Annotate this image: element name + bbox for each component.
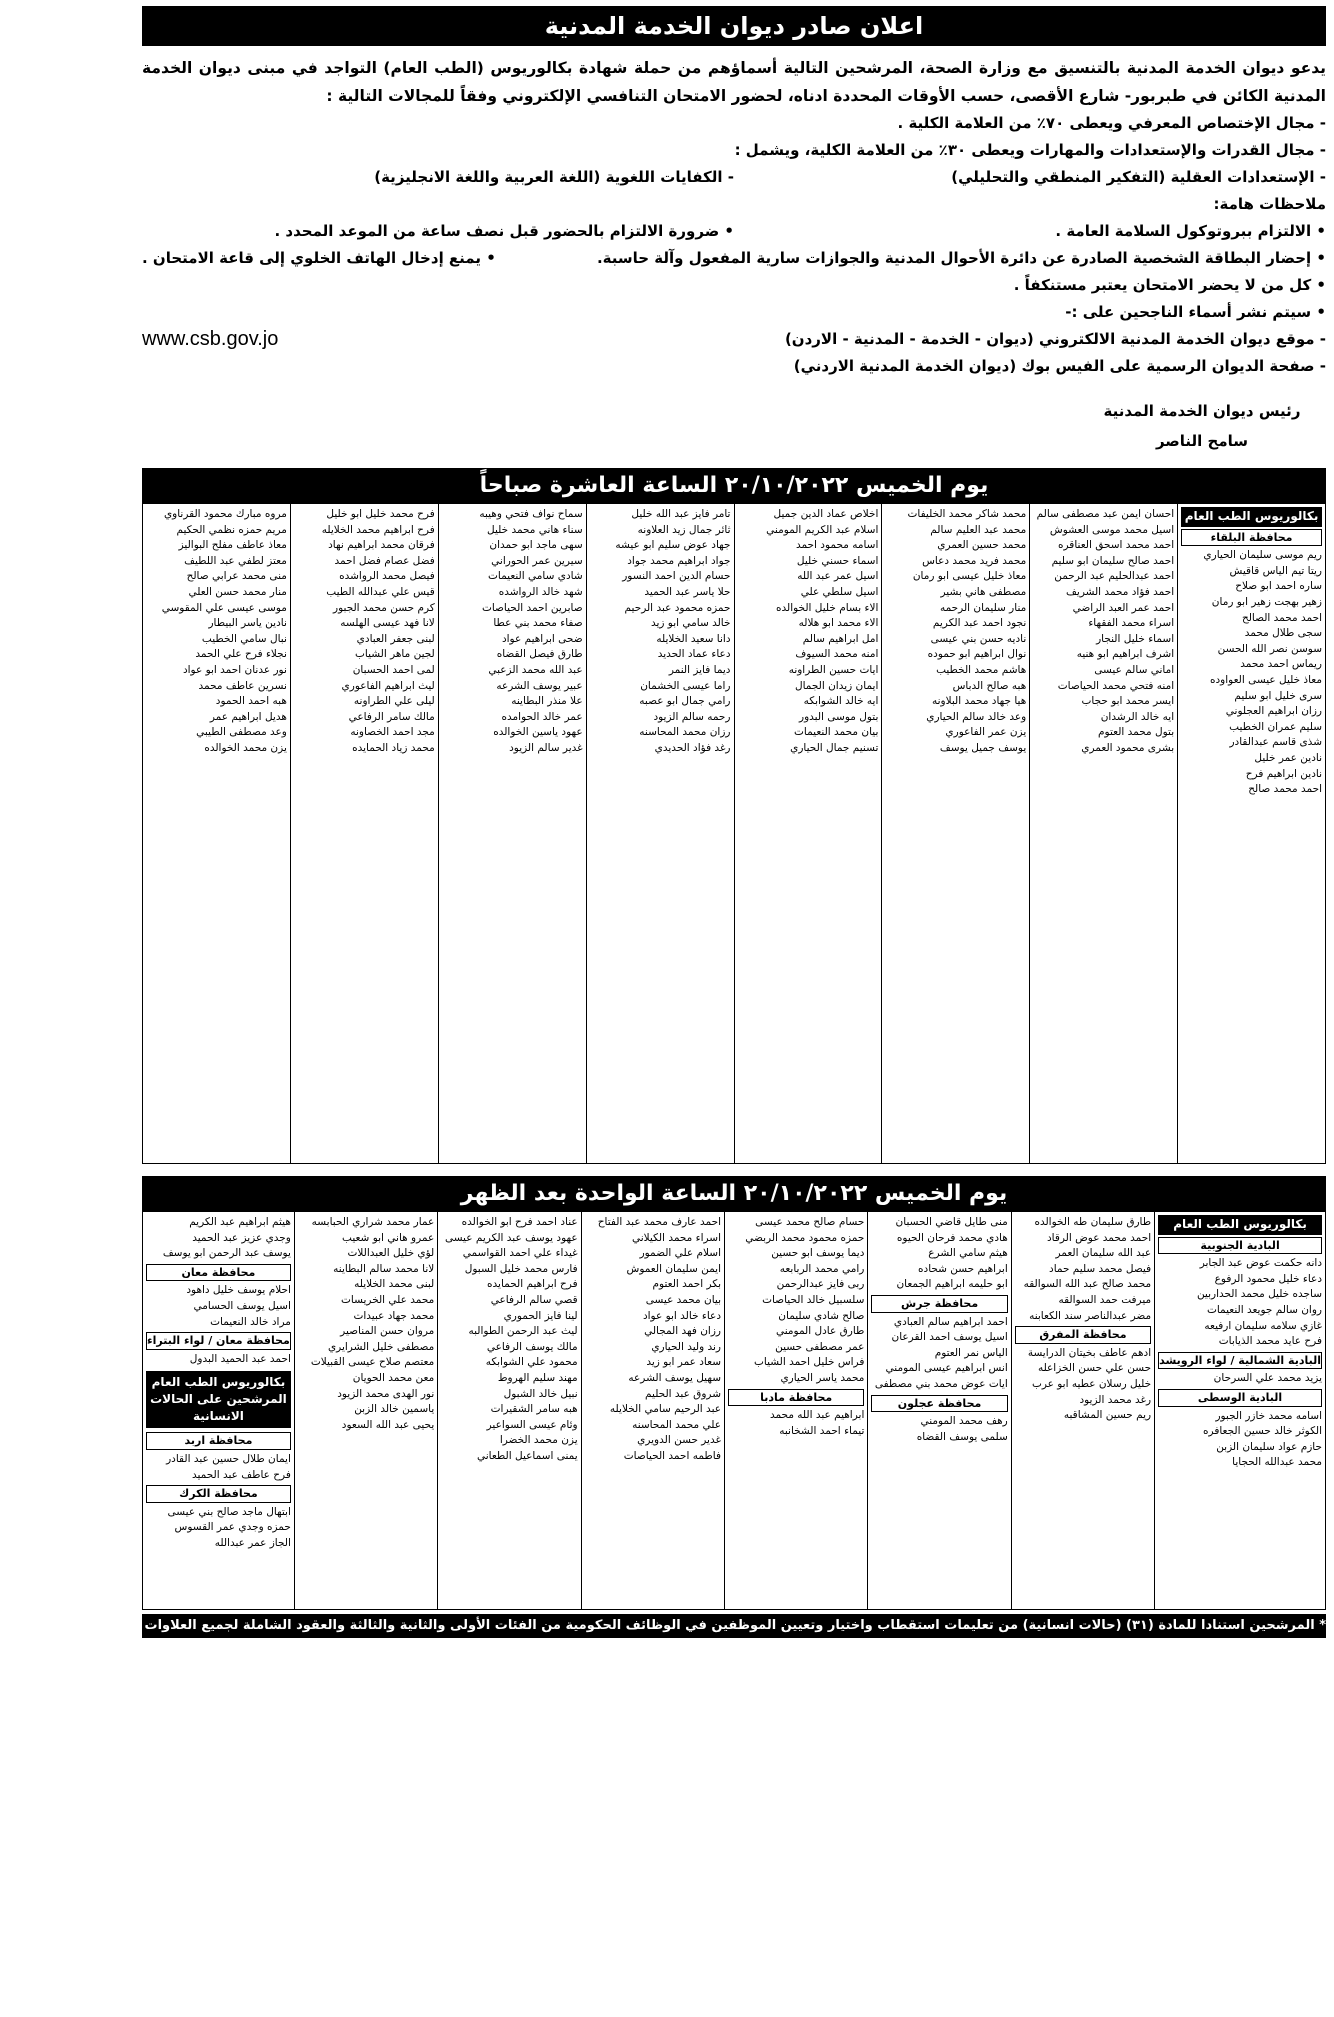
- candidate-name: فضل عصام فضل احمد: [334, 554, 435, 567]
- candidate-name: اسيل عمر عبد الله: [797, 570, 879, 583]
- candidate-name: هاشم محمد الخطيب: [936, 663, 1027, 676]
- candidate-name: مراد خالد النعيمات: [210, 1315, 291, 1328]
- candidate-name: سهيل يوسف الشرعه: [628, 1371, 721, 1384]
- candidate-name: لبنى جعفر العبادي: [356, 632, 435, 645]
- names-column: [881, 504, 1029, 1163]
- candidate-name: رامي جمال ابو عصبه: [639, 695, 731, 708]
- candidate-name: احمد عمر العبد الراضي: [1072, 601, 1175, 614]
- candidate-name: الجاز عمر عبدالله: [214, 1536, 291, 1549]
- candidate-name: حمزه وجدي عمر القسوس: [174, 1521, 291, 1534]
- candidate-name: معاذ عاطف مفلح البواليز: [178, 539, 287, 552]
- candidate-name: فرح عاطف عبد الحميد: [191, 1468, 291, 1481]
- candidate-name: اسيل يوسف احمد القرعان: [891, 1331, 1008, 1344]
- candidate-name: سماح نواف فتحي وهيبه: [479, 508, 583, 520]
- candidate-name: روان سالم جويعد النعيمات: [1206, 1303, 1322, 1316]
- candidate-name: اسماء حسني خليل: [796, 554, 879, 567]
- candidate-name: حسن علي حسن الخزاعله: [1037, 1362, 1152, 1375]
- candidate-name: اسامه محمد خازر الجبور: [1215, 1409, 1322, 1422]
- governorate-heading: البادية الجنوبية: [1158, 1237, 1322, 1255]
- candidate-name: يزيد محمد علي السرحان: [1213, 1372, 1322, 1385]
- candidate-name: ايمان زيدان الجمال: [794, 679, 879, 692]
- candidate-name: ليث ابراهيم الفاعوري: [341, 679, 435, 692]
- candidate-name: ايات حسين الطراونه: [788, 663, 879, 676]
- candidate-name: محمد فريد محمد دعاس: [922, 554, 1027, 567]
- candidate-name: لانا محمد سالم البطاينه: [333, 1262, 435, 1275]
- candidate-name: فارس محمد خليل السبول: [464, 1262, 578, 1275]
- candidate-name: معتز لطفي عبد اللطيف: [184, 554, 287, 567]
- candidate-name: لؤي خليل العبداللات: [347, 1247, 435, 1260]
- candidate-name: محمود علي الشوابكه: [485, 1356, 578, 1369]
- candidate-name: ابراهيم عبد الله محمد: [769, 1409, 865, 1422]
- candidate-name: وعد خالد سالم الحياري: [926, 710, 1027, 723]
- candidate-name: احمد عارف محمد عبد الفتاح: [597, 1216, 721, 1228]
- candidate-name: رغد محمد الزيود: [1079, 1393, 1152, 1406]
- candidate-name: احمد عبد الحميد البدول: [189, 1352, 291, 1365]
- candidate-name: قصي سالم الرفاعي: [490, 1293, 578, 1306]
- candidate-name: عناد احمد فرح ابو الخوالده: [461, 1216, 578, 1228]
- candidate-name: يزن عمر الفاعوري: [945, 726, 1027, 739]
- candidate-name: احسان ايمن عبد مصطفى سالم: [1036, 508, 1175, 520]
- candidate-name: مصطفى هاني بشير: [940, 585, 1027, 598]
- candidate-name: اسماء خليل النجار: [1096, 632, 1175, 645]
- candidate-name: دعاء خليل محمود الرفوع: [1214, 1272, 1322, 1285]
- candidate-name: محمد حسين العمري: [937, 539, 1027, 552]
- candidate-name: فرح ابراهيم محمد الخلايله: [321, 523, 435, 536]
- candidate-name: محمد صالح عبد الله السوالقه: [1023, 1278, 1152, 1291]
- candidate-name: وعد مصطفى الطيبي: [196, 726, 287, 739]
- candidate-name: يوسف جميل يوسف: [939, 741, 1027, 754]
- candidate-name: هبه صالح الدباس: [952, 679, 1027, 692]
- candidate-name: هبه احمد الحمود: [215, 695, 287, 708]
- candidate-name: شذى قاسم عبدالقادر: [1229, 736, 1322, 749]
- governorate-heading: محافظة مادبا: [728, 1389, 864, 1407]
- candidate-name: نبيل خالد الشبول: [503, 1387, 578, 1400]
- candidate-name: فرح عايد محمد الذيابات: [1218, 1335, 1322, 1348]
- footer-note: * المرشحين استنادا للمادة (٣١) (حالات انسانية) من تعليمات استقطاب واختيار وتعيين الموظفين في الوظائف الحكومية من الفئات الأولى والثانية والثالثة والعقود الشاملة لجميع العلاوات للسنوات (٢٠٢٢-٢٠٢٧): [142, 1614, 1326, 1638]
- candidate-name: هيا جهاد محمد البلاونه: [931, 695, 1027, 708]
- candidate-name: اسيل سلطي علي: [800, 585, 879, 598]
- candidate-name: جهاد عوض سليم ابو عيشه: [615, 539, 731, 552]
- candidate-name: حمزه محمود عبد الرحيم: [624, 601, 731, 614]
- candidate-name: محمد شاكر محمد الخليفات: [907, 508, 1027, 520]
- category-heading: بكالوريوس الطب العام: [1158, 1215, 1322, 1235]
- candidate-name: لمى احمد الحسبان: [352, 663, 435, 676]
- signature-block: [1086, 396, 1326, 456]
- candidate-name: معاذ خليل عيسى ابو رمان: [912, 570, 1027, 583]
- candidate-name: ريماس احمد محمد: [1240, 658, 1322, 671]
- candidate-name: نادين عمر خليل: [1254, 751, 1322, 764]
- candidate-name: الاء محمد ابو هلاله: [798, 617, 879, 630]
- candidate-name: مريم حمزه نظمي الحكيم: [176, 523, 287, 536]
- governorate-heading: محافظة البلقاء: [1181, 529, 1322, 547]
- candidate-name: نوال ابراهيم ابو حموده: [927, 648, 1027, 661]
- candidate-name: عبد الله سليمان العمر: [1055, 1247, 1152, 1260]
- names-column: [290, 504, 438, 1163]
- notice-title: اعلان صادر ديوان الخدمة المدنية: [142, 6, 1326, 46]
- notes-row-1: [142, 218, 1326, 245]
- note-id-card: • إحضار البطاقة الشخصية الصادرة عن دائرة الأحوال المدنية والجوازات سارية المفعول وآلة حاسبة.: [596, 249, 1326, 267]
- governorate-heading: البادية الشمالية / لواء الرويشد: [1158, 1352, 1322, 1370]
- candidate-name: قيس علي عبدالله الطيب: [326, 585, 435, 598]
- candidate-name: يمنى اسماعيل الطعاني: [476, 1449, 578, 1462]
- candidate-name: سعاد عمر ابو زيد: [646, 1356, 721, 1369]
- candidate-name: تيماء احمد الشخانبه: [779, 1424, 865, 1437]
- candidate-name: صفاء محمد بني عطا: [493, 617, 583, 630]
- candidate-name: فاطمه احمد الحياصات: [623, 1449, 721, 1462]
- candidate-name: ديما يوسف ابو حسين: [771, 1247, 865, 1260]
- candidate-name: محمد عبدالله الحجايا: [1232, 1456, 1322, 1469]
- candidate-name: اسلام علي الضمور: [639, 1247, 721, 1260]
- governorate-heading: محافظة عجلون: [871, 1395, 1007, 1413]
- candidate-name: امنه فتحي محمد الحياصات: [1057, 679, 1175, 692]
- candidate-name: شروق عبد الحليم: [645, 1387, 721, 1400]
- session-morning-heading: يوم الخميس ٢٠/١٠/٢٠٢٢ الساعة العاشرة صباحاً: [142, 468, 1326, 504]
- names-column: [586, 504, 734, 1163]
- candidate-name: معاذ خليل عيسى العواوده: [1210, 673, 1322, 686]
- candidate-name: نسرين عاطف محمد: [198, 679, 287, 692]
- candidate-name: رند وليد الحياري: [651, 1340, 721, 1353]
- category-heading: بكالوريوس الطب العام: [1181, 507, 1322, 527]
- candidate-name: منى محمد عرابي صالح: [186, 570, 287, 583]
- candidate-name: يحيى عبد الله السعود: [341, 1418, 435, 1431]
- candidate-name: احمد محمد عوض الرقاد: [1046, 1231, 1152, 1244]
- note-results: • سيتم نشر أسماء الناجحين على :-: [1065, 303, 1326, 321]
- governorate-heading: البادية الوسطى: [1158, 1389, 1322, 1407]
- candidate-name: ناديه حسن بني عيسى: [930, 632, 1027, 645]
- candidate-name: مصطفى خليل الشرايري: [327, 1340, 435, 1353]
- candidate-name: لينا فايز الحموري: [503, 1309, 578, 1322]
- candidate-name: اسامه محمود احمد: [795, 539, 879, 552]
- candidate-name: عبد الرحيم سامي الخلايله: [609, 1403, 721, 1416]
- candidate-name: تامر فايز عبد الله خليل: [631, 508, 731, 520]
- candidate-name: طارق سليمان طه الخوالده: [1034, 1216, 1152, 1228]
- session-morning-names-grid: [142, 504, 1326, 1164]
- note-website-row: [142, 326, 1326, 353]
- candidate-name: اسيل يوسف الحسامي: [193, 1299, 291, 1312]
- candidate-name: بيان محمد النعيمات: [794, 726, 879, 739]
- candidate-name: ريتا تيم الياس قاقيش: [1229, 564, 1322, 577]
- candidate-name: بشرى محمود العمري: [1081, 741, 1175, 754]
- candidate-name: زهير بهجت زهير ابو رمان: [1211, 595, 1322, 608]
- note-phone: • يمنع إدخال الهاتف الخلوي إلى قاعة الامتحان .: [142, 249, 496, 267]
- candidate-name: لانا فهد عيسى الهلسه: [340, 617, 435, 630]
- candidate-name: معتصم صلاح عيسى القبيلات: [310, 1356, 435, 1369]
- governorate-heading: محافظة المفرق: [1015, 1326, 1151, 1344]
- candidate-name: طارق فيصل القضاه: [496, 648, 583, 661]
- candidate-name: محمد زياد الحمايده: [352, 741, 435, 754]
- candidate-name: رهف محمد المومني: [920, 1415, 1008, 1428]
- candidate-name: منار محمد حسن العلي: [188, 585, 287, 598]
- note-absence: • كل من لا يحضر الامتحان يعتبر مستنكفاً .: [1013, 276, 1326, 294]
- names-column: [437, 1212, 580, 1609]
- candidate-name: امل ابراهيم سالم: [802, 632, 879, 645]
- notes-heading: ملاحظات هامة:: [1213, 195, 1326, 213]
- names-column: [724, 1212, 867, 1609]
- candidate-name: حازم عواد سليمان الزبن: [1216, 1440, 1322, 1453]
- candidate-name: علي محمد المحاسنه: [632, 1418, 721, 1431]
- candidate-name: اسلام عبد الكريم المومني: [766, 523, 879, 536]
- humanitarian-heading: بكالوريوس الطب العام المرشحين على الحالات الانسانية: [146, 1371, 291, 1428]
- candidate-name: صالح شادي سليمان: [778, 1309, 865, 1322]
- names-column: [1011, 1212, 1154, 1609]
- candidate-name: ادهم عاطف بخيتان الدرايسة: [1027, 1346, 1152, 1359]
- candidate-name: ثائر جمال زيد العلاونه: [637, 523, 731, 536]
- candidate-name: ابو حليمه ابراهيم الجمعان: [896, 1278, 1008, 1291]
- candidate-name: رزان محمد المحاسنه: [639, 726, 731, 739]
- candidate-name: لبنى محمد الخلايله: [354, 1278, 435, 1291]
- names-column: [1177, 504, 1325, 1163]
- candidate-name: عبير يوسف الشرعه: [496, 679, 583, 692]
- candidate-name: اشرف ابراهيم ابو هنيه: [1076, 648, 1175, 661]
- candidate-name: ريم موسى سليمان الحياري: [1203, 549, 1322, 562]
- signature-role: رئيس ديوان الخدمة المدنية: [1103, 402, 1301, 420]
- candidate-name: سلمى يوسف القضاه: [916, 1430, 1008, 1443]
- candidate-name: احمد ابراهيم سالم العبادي: [893, 1315, 1008, 1328]
- candidate-name: اسيل محمد موسى العشوش: [1049, 523, 1175, 536]
- candidate-name: نور عدنان احمد ابو عواد: [182, 663, 287, 676]
- field-aptitudes: - مجال القدرات والإستعدادات والمهارات ويعطى ٣٠٪ من العلامة الكلية، ويشمل :: [734, 141, 1326, 159]
- candidate-name: عهود يوسف عبد الكريم عيسى: [444, 1231, 578, 1244]
- candidate-name: هادي محمد فرحان الحيوه: [896, 1231, 1008, 1244]
- candidate-name: طارق عادل المومني: [776, 1325, 865, 1338]
- candidate-name: سليم عمران الخطيب: [1229, 720, 1322, 733]
- candidate-name: هيثم سامي الشرع: [928, 1247, 1008, 1260]
- candidate-name: فيصل محمد الرواشده: [339, 570, 435, 583]
- candidate-name: ايه خالد الشوابكه: [803, 695, 879, 708]
- candidate-name: بكر احمد العتوم: [652, 1278, 721, 1291]
- candidate-name: عهود ياسين الخوالده: [493, 726, 583, 739]
- candidate-name: ايات عوض محمد بني مصطفى: [874, 1377, 1008, 1390]
- candidate-name: فراس خليل احمد الشياب: [754, 1356, 865, 1369]
- candidate-name: بيان محمد عيسى: [645, 1293, 721, 1306]
- candidate-name: ايه خالد الرشدان: [1100, 710, 1175, 723]
- candidate-name: ايمن سليمان العموش: [626, 1262, 721, 1275]
- session-afternoon: [142, 1176, 1326, 1610]
- candidate-name: امنه محمد السيوف: [795, 648, 879, 661]
- candidate-name: محمد جهاد عبيدات: [353, 1309, 435, 1322]
- candidate-name: منى طايل قاضي الحسبان: [895, 1216, 1008, 1228]
- candidate-name: سجى طلال محمد: [1244, 627, 1322, 640]
- candidate-name: احمد عبدالحليم عبد الرحمن: [1054, 570, 1175, 583]
- candidate-name: سهى ماجد ابو حمدان: [489, 539, 583, 552]
- candidate-name: عمرو هاني ابو شعيب: [342, 1231, 435, 1244]
- candidate-name: رزان ابراهيم العجلوني: [1225, 705, 1322, 718]
- field-mental: - الإستعدادات العقلية (التفكير المنطقي والتحليلي): [951, 168, 1326, 186]
- candidate-name: هبه سامر الشقيرات: [490, 1403, 578, 1416]
- candidate-name: الاء بسام خليل الخوالده: [775, 601, 879, 614]
- candidate-name: نادين ياسر البيطار: [208, 617, 287, 630]
- candidate-name: بتول موسى البدور: [799, 710, 879, 723]
- candidate-name: رامي محمد الربابعه: [779, 1262, 865, 1275]
- candidate-name: سيرين عمر الحوراني: [491, 554, 583, 567]
- candidate-name: ميرفت حمد السوالقه: [1058, 1293, 1152, 1306]
- session-afternoon-heading: يوم الخميس ٢٠/١٠/٢٠٢٢ الساعة الواحدة بعد الظهر: [142, 1176, 1326, 1212]
- candidate-name: احمد فؤاد محمد الشريف: [1066, 585, 1175, 598]
- candidate-name: خالد سامي ابو زيد: [650, 617, 731, 630]
- candidate-name: حسام الدين احمد النسور: [622, 570, 731, 583]
- candidate-name: محمد علي الخريسات: [341, 1293, 435, 1306]
- governorate-heading: محافظة جرش: [871, 1295, 1007, 1313]
- candidate-name: نبال سامي الخطيب: [201, 632, 287, 645]
- candidate-name: عمر خالد الحوامده: [501, 710, 583, 723]
- exam-fields: [142, 110, 1326, 380]
- candidate-name: ابتهال ماجد صالح بني عيسى: [167, 1505, 291, 1518]
- candidate-name: غازي سلامه سليمان ارفيعه: [1204, 1319, 1322, 1332]
- candidate-name: اماني سالم عيسى: [1094, 663, 1175, 676]
- candidate-name: رغد فؤاد الحديدي: [654, 741, 731, 754]
- names-column: [1029, 504, 1177, 1163]
- names-column: [734, 504, 882, 1163]
- candidate-name: سلسبيل خالد الحياصات: [762, 1293, 865, 1306]
- candidate-name: شادي سامي النعيمات: [488, 570, 583, 583]
- candidate-name: كرم حسن محمد الجبور: [333, 601, 435, 614]
- candidate-name: يزن محمد الخوالده: [204, 741, 287, 754]
- candidate-name: محمد ياسر الحياري: [780, 1371, 865, 1384]
- note-arrival: • ضرورة الالتزام بالحضور قبل نصف ساعة من الموعد المحدد .: [274, 222, 734, 240]
- candidate-name: حلا ياسر عبد الحميد: [644, 585, 731, 598]
- candidate-name: رحمه سالم الزيود: [653, 710, 731, 723]
- candidate-name: ياسمين خالد الزبن: [354, 1403, 435, 1416]
- candidate-name: احمد صالح سليمان ابو سليم: [1051, 554, 1175, 567]
- candidate-name: غيداء علي احمد القواسمي: [462, 1247, 578, 1260]
- candidate-name: اسراء محمد الكيلاني: [631, 1231, 721, 1244]
- session-afternoon-names-grid: [142, 1212, 1326, 1610]
- candidate-name: نجود احمد عبد الكريم: [932, 617, 1027, 630]
- candidate-name: وجدي عزيز عبد الحميد: [192, 1231, 291, 1244]
- candidate-name: موسى عيسى علي المقوسي: [161, 601, 287, 614]
- candidate-name: سناء هاني محمد خليل: [487, 523, 583, 536]
- candidate-name: الكوثر خالد حسين الجعافره: [1203, 1425, 1322, 1438]
- note-facebook: - صفحة الديوان الرسمية على الفيس بوك (ديوان الخدمة المدنية الاردني): [793, 357, 1326, 375]
- candidate-name: هيثم ابراهيم عبد الكريم: [189, 1216, 291, 1228]
- notice-intro: يدعو ديوان الخدمة المدنية بالتنسيق مع وزارة الصحة، المرشحين التالية أسماؤهم من حملة شهادة بكالوريوس (الطب العام) التواجد في مبنى ديوان الخدمة المدنية الكائن في طبربور- شارع الأقصى، حسب الأوقات المحددة ادناه، لحضور الامتحان التنافسي الإلكتروني وفقاً للمجالات التالية :: [142, 59, 1326, 105]
- candidate-name: منار سليمان الرحمه: [939, 601, 1027, 614]
- signature-name: سامح الناصر: [1155, 432, 1249, 450]
- candidate-name: غدير سالم الزيود: [509, 741, 583, 754]
- candidate-name: بتول محمد العتوم: [1098, 726, 1175, 739]
- candidate-name: ابراهيم حسن شحاده: [918, 1262, 1008, 1275]
- candidate-name: مالك سامر الرفاعي: [348, 710, 435, 723]
- candidate-name: معن محمد الحويان: [352, 1371, 435, 1384]
- candidate-name: مالك يوسف الرفاعي: [486, 1340, 578, 1353]
- names-column: [143, 504, 290, 1163]
- candidate-name: مجد احمد الخصاونه: [350, 726, 435, 739]
- candidate-name: ديما فايز النمر: [668, 663, 731, 676]
- candidate-name: ساره احمد ابو صلاح: [1235, 580, 1322, 593]
- candidate-name: عبد الله محمد الزعبي: [488, 663, 583, 676]
- names-column: [438, 504, 586, 1163]
- candidate-name: عمار محمد شراري الحبابسه: [311, 1216, 435, 1228]
- candidate-name: تسنيم جمال الحياري: [790, 741, 879, 754]
- names-column: [581, 1212, 724, 1609]
- field-language: - الكفايات اللغوية (اللغة العربية واللغة الانجليزية): [374, 168, 734, 186]
- candidate-name: حسام صالح محمد عيسى: [755, 1216, 865, 1228]
- note-website: - موقع ديوان الخدمة المدنية الالكتروني (ديوان - الخدمة - المدنية - الاردن): [784, 330, 1326, 348]
- candidate-name: ايسر محمد ابو حجاب: [1081, 695, 1175, 708]
- candidate-name: ايمان طلال حسين عبد القادر: [166, 1452, 291, 1465]
- governorate-heading: محافظة معان: [146, 1264, 291, 1282]
- candidate-name: رزان فهد المجالي: [644, 1325, 721, 1338]
- candidate-name: دعاء خالد ابو عواد: [642, 1309, 721, 1322]
- candidate-name: دعاء عماد الحديد: [657, 648, 731, 661]
- candidate-name: احمد محمد الصالح: [1241, 611, 1322, 624]
- candidate-name: صابرين احمد الحياصات: [481, 601, 583, 614]
- candidate-name: ريم حسين المشاقبه: [1063, 1409, 1152, 1422]
- candidate-name: فيصل محمد سليم حماد: [1049, 1262, 1152, 1275]
- notes-row-2: [142, 245, 1326, 272]
- candidate-name: حمزه محمود محمد الربضي: [745, 1231, 865, 1244]
- session-morning: [142, 468, 1326, 1164]
- candidate-name: شهد خالد الرواشده: [498, 585, 583, 598]
- candidate-name: جواد ابراهيم محمد جواد: [627, 554, 731, 567]
- field-aptitude-parts: [142, 164, 1326, 191]
- candidate-name: دانه حكمت عوض عبد الجابر: [1199, 1257, 1322, 1270]
- candidate-name: اسراء محمد الفقهاء: [1088, 617, 1175, 630]
- candidate-name: ليلى علي الطراونه: [353, 695, 435, 708]
- candidate-name: دانا سعيد الخلايله: [656, 632, 731, 645]
- candidate-name: مهند سليم الهروط: [497, 1371, 578, 1384]
- candidate-name: راما عيسى الخشمان: [640, 679, 731, 692]
- candidate-name: يزن محمد الخضرا: [499, 1434, 578, 1447]
- candidate-name: احمد محمد اسحق العناقره: [1058, 539, 1175, 552]
- candidate-name: اخلاص عماد الدين جميل: [773, 508, 879, 520]
- names-column: [143, 1212, 294, 1609]
- candidate-name: عمر مصطفى حسين: [775, 1340, 865, 1353]
- candidate-name: مضر عبدالناصر سند الكعابنه: [1029, 1309, 1152, 1322]
- candidate-name: ليث عبد الرحمن الطوالبه: [468, 1325, 578, 1338]
- candidate-name: فرقان محمد ابراهيم نهاد: [328, 539, 435, 552]
- candidate-name: مروه مبارك محمود القرناوي: [163, 508, 287, 520]
- candidate-name: ساجده خليل محمد الحداربين: [1196, 1288, 1322, 1301]
- candidate-name: ضحى ابراهيم عواد: [501, 632, 583, 645]
- names-column: [867, 1212, 1010, 1609]
- candidate-name: نادين ابراهيم فرح: [1245, 767, 1322, 780]
- candidate-name: ربى فايز عبدالرحمن: [776, 1278, 865, 1291]
- field-knowledge: - مجال الإختصاص المعرفي ويعطى ٧٠٪ من العلامة الكلية .: [897, 114, 1326, 132]
- candidate-name: مروان حسن المناصير: [340, 1325, 435, 1338]
- governorate-heading: محافظة معان / لواء البتراء: [146, 1332, 291, 1350]
- website-link[interactable]: www.csb.gov.jo: [142, 328, 279, 350]
- candidate-name: خليل رسلان عطيه ابو عرب: [1031, 1377, 1152, 1390]
- candidate-name: غدير حسن الدويري: [637, 1434, 721, 1447]
- governorate-heading: محافظة الكرك: [146, 1485, 291, 1503]
- candidate-name: احمد محمد صالح: [1248, 783, 1322, 796]
- names-column: [1154, 1212, 1325, 1609]
- candidate-name: فرح محمد خليل ابو خليل: [326, 508, 435, 520]
- candidate-name: هديل ابراهيم عمر: [209, 710, 287, 723]
- candidate-name: يوسف عبد الرحمن ابو يوسف: [162, 1247, 291, 1260]
- candidate-name: محمد عبد العليم سالم: [930, 523, 1027, 536]
- note-safety: • الالتزام ببروتوكول السلامة العامة .: [1055, 222, 1326, 240]
- candidate-name: لجين ماهر الشياب: [355, 648, 435, 661]
- candidate-name: نور الهدى محمد الزيود: [337, 1387, 435, 1400]
- names-column: [294, 1212, 437, 1609]
- candidate-name: نجلاء فرح علي الحمد: [195, 648, 287, 661]
- candidate-name: وئام عيسى السواعير: [486, 1418, 578, 1431]
- candidate-name: الياس نمر العتوم: [934, 1346, 1008, 1359]
- candidate-name: انس ابراهيم عيسى المومني: [885, 1362, 1008, 1375]
- candidate-name: فرح ابراهيم الحمايده: [487, 1278, 578, 1291]
- governorate-heading: محافظة اربد: [146, 1432, 291, 1450]
- candidate-name: احلام يوسف خليل داهود: [186, 1284, 291, 1297]
- candidate-name: علا منذر البطاينه: [511, 695, 583, 708]
- candidate-name: سرى خليل ابو سليم: [1234, 689, 1322, 702]
- candidate-name: سوسن نصر الله الحسن: [1217, 642, 1322, 655]
